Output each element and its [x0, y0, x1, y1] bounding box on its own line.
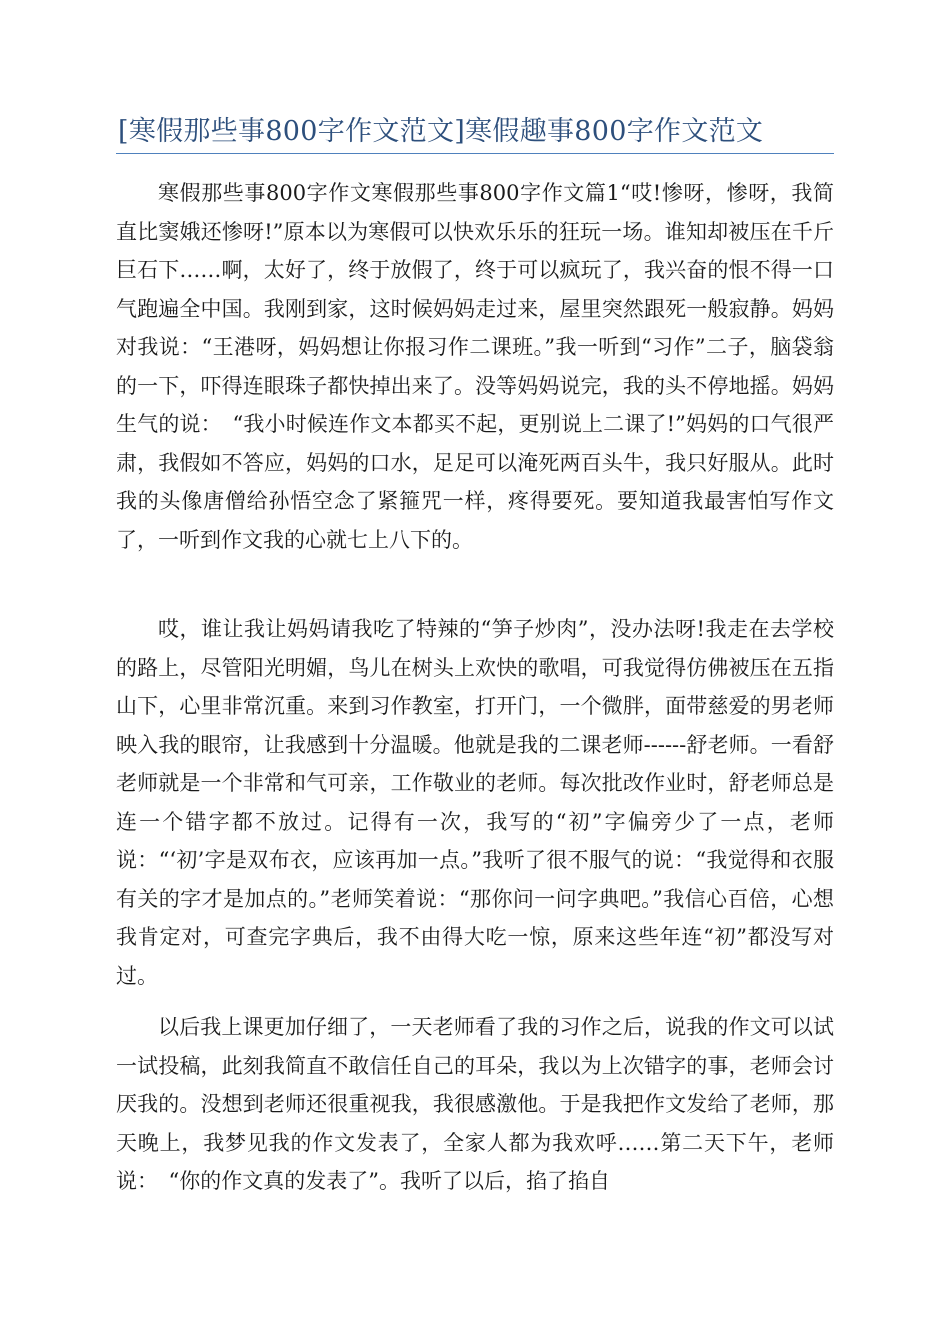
document-title: [寒假那些事800字作文范文]寒假趣事800字作文范文	[118, 116, 764, 147]
body-paragraph-1: 寒假那些事800字作文寒假那些事800字作文篇1“哎!惨呀，惨呀，我简直比窦娥还惨呀!”原本以为寒假可以快欢乐乐的狂玩一场。谁知却被压在千斤巨石下……啊，太好了，终于放假了，终于可以疯玩了，我兴奋的恨不得一口气跑遍全中国。我刚到家，这时候妈妈走过来，屋里突然跟死一般寂静。妈妈对我说：“王港呀，妈妈想让你报习作二课班。”我一听到“习作”二子，脑袋翁的一下，吓得连眼珠子都快掉出来了。没等妈妈说完，我的头不停地摇。妈妈生气的说： “我小时候连作文本都买不起，更别说上二课了!”妈妈的口气很严肃，我假如不答应，妈妈的口水，足足可以淹死两百头牛，我只好服从。此时我的头像唐僧给孙悟空念了紧箍咒一样，疼得要死。要知道我最害怕写作文了，一听到作文我的心就七上八下的。	[116, 181, 834, 552]
title-underline	[116, 153, 834, 154]
body-paragraph-2: 哎，谁让我让妈妈请我吃了特辣的“笋子炒肉”，没办法呀!我走在去学校的路上，尽管阳光明媚，鸟儿在树头上欢快的歌唱，可我觉得仿佛被压在五指山下，心里非常沉重。来到习作教室，打开门，一个微胖，面带慈爱的男老师映入我的眼帘，让我感到十分温暖。他就是我的二课老师------舒老师。一看舒老师就是一个非常和气可亲，工作敬业的老师。每次批改作业时，舒老师总是连一个错字都不放过。记得有一次，我写的“初”字偏旁少了一点，老师说：“‘初’字是双布衣，应该再加一点。”我听了很不服气的说：“我觉得和衣服有关的字才是加点的。”老师笑着说：“那你问一问字典吧。”我信心百倍，心想我肯定对，可查完字典后，我不由得大吃一惊，原来这些年连“初”都没写对过。	[116, 617, 834, 988]
body-paragraph-3: 以后我上课更加仔细了，一天老师看了我的习作之后，说我的作文可以试一试投稿，此刻我简直不敢信任自己的耳朵，我以为上次错字的事，老师会讨厌我的。没想到老师还很重视我，我很感激他。于是我把作文发给了老师，那天晚上，我梦见我的作文发表了，全家人都为我欢呼……第二天下午，老师说： “你的作文真的发表了”。我听了以后，掐了掐自	[116, 1015, 834, 1193]
